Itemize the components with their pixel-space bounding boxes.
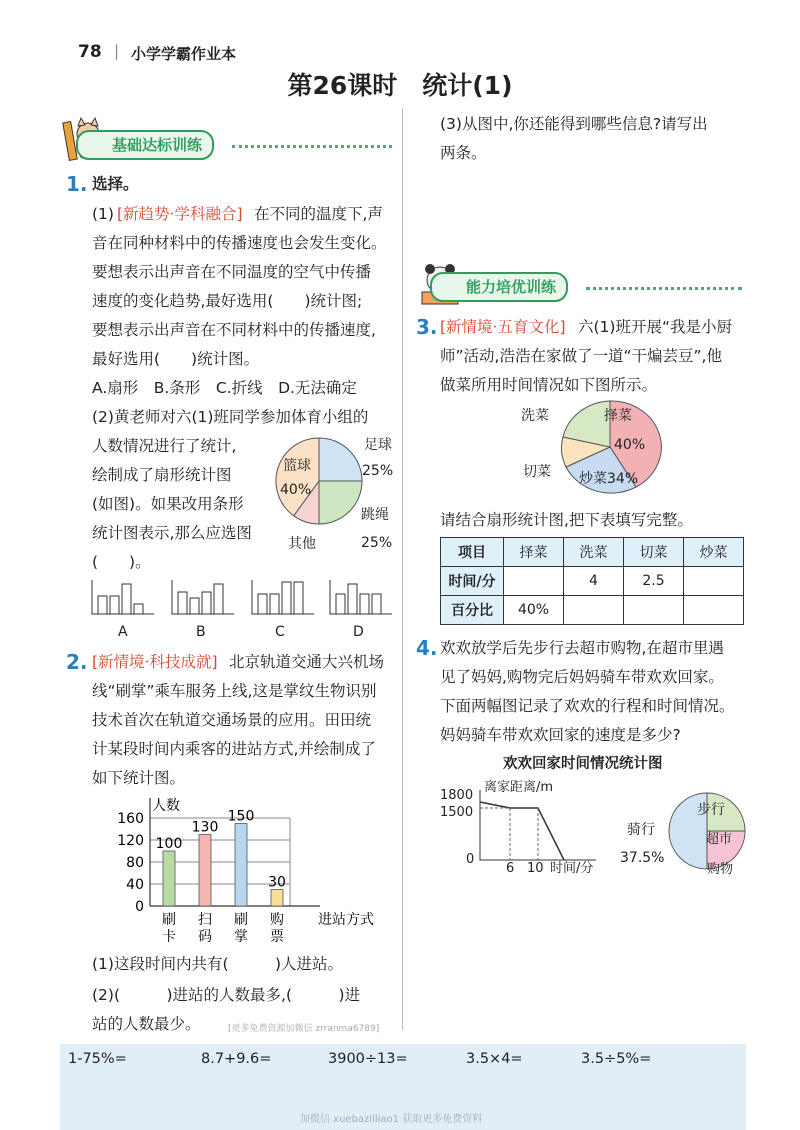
text-line: 如下统计图。 (92, 769, 186, 787)
category-label: 票 (270, 929, 284, 944)
lesson-title: 第26课时 统计(1) (287, 71, 513, 100)
question-number: 4. (416, 636, 438, 660)
y-tick-label: 40 (126, 877, 144, 893)
pie-label: 择菜 (604, 408, 632, 424)
section-banner-basic: 基础达标训练 (76, 130, 214, 160)
question-number: 2. (66, 650, 88, 674)
text-line: 统计图表示,那么应选图 (92, 524, 252, 542)
pie-label: 25% (361, 535, 393, 551)
text-line: 在不同的温度下,声 (254, 205, 383, 223)
pie-label: 超市 (706, 832, 733, 847)
pie-label: 切菜 (523, 464, 551, 480)
text-line: 绘制成了扇形统计图 (92, 466, 232, 484)
table-cell[interactable] (684, 596, 744, 625)
y-tick-label: 160 (117, 811, 144, 827)
banner-dots (232, 145, 392, 148)
text-line: ( )。 (92, 553, 151, 571)
entry-bar-chart (110, 794, 380, 944)
category-label: 刷 (162, 912, 176, 928)
pie-label: 步行 (697, 802, 725, 818)
x-axis-title: 进站方式 (318, 912, 374, 928)
question-number: 1. (66, 172, 88, 196)
table-header: 洗菜 (564, 538, 624, 567)
table-header: 切菜 (624, 538, 684, 567)
pie-label: 购物 (707, 862, 734, 877)
option-label: C (275, 624, 285, 640)
text-line: 两条。 (440, 144, 487, 162)
pie-label: 骑行 (627, 822, 655, 838)
bar-value-label: 100 (155, 836, 183, 852)
table-cell[interactable] (564, 596, 624, 625)
book-title: 小学学霸作业本 (131, 45, 237, 63)
topic-tag: [新趋势·学科融合] (117, 205, 243, 223)
text-line: 北京轨道交通大兴机场 (229, 653, 385, 671)
header-separator: | (114, 42, 120, 60)
text-line: 六(1)班开展“我是小厨 (578, 318, 732, 336)
bar (271, 890, 283, 907)
pie-label: 其他 (288, 536, 316, 552)
bar (235, 824, 247, 907)
text-line: 请结合扇形统计图,把下表填写完整。 (440, 511, 693, 529)
bottom-watermark: 加微信 xuebazilliao1 获取更多免费资料 (300, 1114, 483, 1125)
calc-item: 3.5÷5%= (581, 1051, 652, 1067)
calc-item: 3.5×4= (466, 1051, 523, 1067)
tick-label: 10 (527, 861, 544, 876)
text-line: 技术首次在轨道交通场景的应用。田田统 (92, 711, 372, 729)
topic-tag: [新情境·五育文化] (440, 318, 566, 336)
pie-label: 洗菜 (521, 408, 549, 424)
bar (163, 851, 175, 906)
category-label: 卡 (162, 929, 176, 944)
table-header: 项目 (441, 538, 504, 567)
text-line: 见了妈妈,购物完后妈妈骑车带欢欢回家。 (440, 668, 724, 686)
banner-dots (586, 287, 742, 290)
text-line: 人数情况进行了统计, (92, 437, 237, 455)
tick-label: 0 (466, 852, 475, 867)
text-line: 计某段时间内乘客的进站方式,并绘制成了 (92, 740, 376, 758)
calc-item: 3900÷13= (328, 1051, 408, 1067)
axis-label: 时间/分 (550, 861, 594, 876)
table-header: 炒菜 (684, 538, 744, 567)
table-row-label: 时间/分 (441, 567, 504, 596)
text-line: (如图)。如果改用条形 (92, 495, 244, 513)
mini-bar-chart-b[interactable] (170, 578, 236, 622)
option-label: A (118, 624, 128, 640)
section-banner-advanced: 能力培优训练 (430, 272, 568, 302)
pie-label: 40% (614, 437, 646, 453)
time-table (440, 537, 744, 625)
pie-label: 跳绳 (361, 507, 389, 523)
text-line: 要想表示出声音在不同温度的空气中传播 (92, 263, 372, 281)
pie-label: 足球 (364, 437, 392, 453)
table-cell[interactable] (624, 596, 684, 625)
mini-bar-chart-a[interactable] (90, 578, 156, 622)
mini-bar-chart-c[interactable] (250, 578, 316, 622)
category-label: 码 (198, 929, 212, 944)
pie-label: 篮球 (283, 458, 311, 474)
text-line: 师”活动,浩浩在家做了一道“干煸芸豆”,他 (440, 347, 722, 365)
bar-value-label: 30 (268, 874, 286, 891)
question-number: 3. (416, 315, 438, 339)
table-cell[interactable] (684, 567, 744, 596)
calc-item: 8.7+9.6= (201, 1051, 272, 1067)
text-line: 下面两幅图记录了欢欢的行程和时间情况。 (440, 697, 735, 715)
bar-value-label: 130 (191, 819, 219, 836)
text-line: (2)黄老师对六(1)班同学参加体育小组的 (92, 408, 369, 426)
y-tick-label: 120 (117, 833, 144, 849)
page-number: 78 (78, 42, 102, 62)
category-label: 扫 (198, 912, 212, 928)
tick-label: 6 (506, 861, 515, 876)
y-axis-title: 人数 (152, 798, 180, 814)
option-label: D (353, 624, 364, 640)
text-line: 站的人数最少。 (92, 1015, 201, 1033)
column-divider (402, 108, 403, 1030)
text-line: 欢欢放学后先步行去超市购物,在超市里遇 (440, 639, 724, 657)
calc-item: 1-75%= (68, 1051, 127, 1067)
table-cell[interactable]: 4 (564, 567, 624, 596)
answer-options: A.扇形 B.条形 C.折线 D.无法确定 (92, 379, 357, 397)
text-line: (2)( )进站的人数最多,( )进 (92, 986, 361, 1004)
bar (199, 835, 211, 907)
text-line: 线“刷掌”乘车服务上线,这是掌纹生物识别 (92, 682, 377, 700)
table-cell[interactable]: 2.5 (624, 567, 684, 596)
text-line: 做菜所用时间情况如下图所示。 (440, 376, 658, 394)
y-tick-label: 80 (126, 855, 144, 871)
sub-number: (1) (92, 205, 114, 223)
topic-tag: [新情境·科技成就] (92, 653, 218, 671)
pie-label: 炒菜34% (579, 471, 639, 487)
text-line: (1)这段时间内共有( )人进站。 (92, 955, 344, 973)
text-line: 音在同种材料中的传播速度也会发生变化。 (92, 234, 387, 252)
table-cell[interactable] (504, 567, 564, 596)
text-line: 妈妈骑车带欢欢回家的速度是多少? (440, 726, 681, 744)
table-cell[interactable]: 40% (504, 596, 564, 625)
axis-label: 离家距离/m (484, 780, 554, 795)
pie-label: 25% (362, 463, 394, 479)
table-row-label: 百分比 (441, 596, 504, 625)
category-label: 购 (270, 912, 284, 928)
text-line: 要想表示出声音在不同材料中的传播速度, (92, 321, 376, 339)
category-label: 刷 (234, 912, 248, 928)
text-line: (3)从图中,你还能得到哪些信息?请写出 (440, 115, 708, 133)
table-header: 择菜 (504, 538, 564, 567)
text-line: 速度的变化趋势,最好选用( )统计图; (92, 292, 363, 310)
question-title: 选择。 (92, 175, 139, 193)
watermark: [更多免费资源加微信 zrranma6789] (228, 1024, 380, 1034)
bar-value-label: 150 (227, 808, 255, 825)
option-label: B (196, 624, 206, 640)
pie-label: 40% (280, 482, 312, 498)
category-label: 掌 (234, 929, 248, 944)
y-tick-label: 0 (135, 899, 144, 915)
tick-label: 1800 (440, 788, 474, 803)
tick-label: 1500 (440, 805, 474, 820)
mini-bar-chart-d[interactable] (328, 578, 394, 622)
pie-label: 37.5% (620, 850, 665, 866)
text-line: 最好选用( )统计图。 (92, 350, 260, 368)
chart-title: 欢欢回家时间情况统计图 (503, 756, 663, 772)
